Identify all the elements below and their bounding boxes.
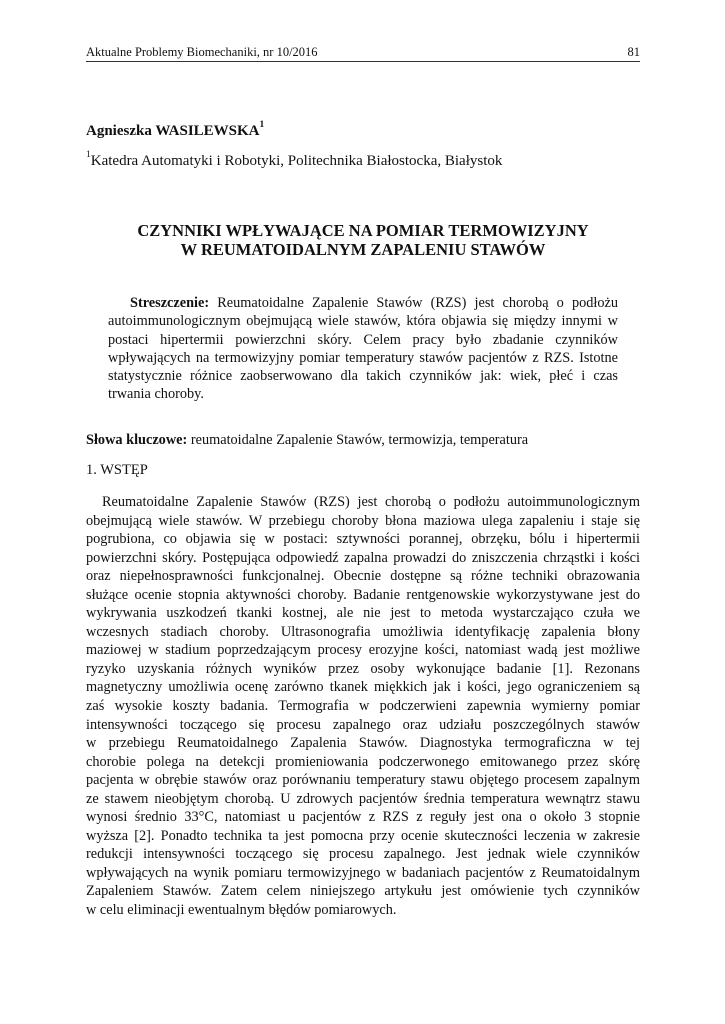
affiliation bbox=[86, 152, 502, 170]
body-line: oraz niepełnosprawności funkcjonalnej. Obecnie dostępne są różne techniki obrazowania bbox=[86, 568, 640, 585]
body-line: redukcji intensywności toczącego się procesu zapalnego. Jest jednak wiele czynników bbox=[86, 846, 640, 863]
header-rule bbox=[86, 61, 640, 62]
author-affiliation-mark: 1 bbox=[259, 120, 265, 130]
author bbox=[86, 122, 264, 140]
body-line: pacjenta w obrębie stawów oraz porównaniu temperatury stawu objętego procesem zapalnym bbox=[86, 772, 640, 789]
affiliation-text: Katedra Automatyki i Robotyki, Politechnika Białostocka, Białystok bbox=[90, 153, 503, 169]
body-line: wynosi średnio 33°C, natomiast u pacjentów z RZS z reguły jest ona o około 3 stopnie bbox=[86, 809, 640, 826]
body-line: w celu eliminacji ewentualnym błędów pomiarowych. bbox=[86, 902, 397, 919]
body-line: wykrywania uszkodzeń tkanki kostnej, ale nie jest to metoda wystarczająco czuła we bbox=[86, 605, 640, 622]
body-line: wpływających na wynik pomiaru termowizyjnego w badaniach pacjentów z Reumatoidalnym bbox=[86, 864, 640, 881]
body-line: intensywności toczącego się procesu zapalnego oraz udziału poszczególnych stawów bbox=[86, 716, 640, 733]
body-line: powierzchni skóry. Postępująca odpowiedź zapalna prowadzi do zniszczenia chrząstki i kości bbox=[86, 549, 640, 566]
abstract-text: Reumatoidalne Zapalenie Stawów (RZS) jest chorobą o podłożu autoimmunologicznym obejmującą wiele stawów, która objawia się między innymi w postaci hipertermii powierzchni skóry. Celem pracy było zbadanie czynników wpływających na termowizyjny pomiar temperatury stawów pacjentów z RZS. Istotne statystycznie różnice zaobserwowano dla takich czynników jak: wiek, płeć i czas trwania choroby. bbox=[108, 295, 619, 403]
keywords-text: reumatoidalne Zapalenie Stawów, termowizja, temperatura bbox=[190, 432, 529, 448]
abstract-label: Streszczenie: bbox=[130, 295, 210, 311]
body-line: wyższa [2]. Ponadto technika ta jest pomocna przy ocenie skuteczności leczenia w zakresie bbox=[86, 827, 640, 844]
body-line: zaś wysokie koszty badania. Termografia w podczerwieni zapewnia wymierny pomiar bbox=[86, 698, 640, 715]
body-line: obejmującą wiele stawów. W przebiegu choroby błona maziowa ulega zapaleniu i staje się bbox=[86, 512, 640, 529]
body-line: ryzyko uzyskania różnych wyników przez osoby wykonujące badanie [1]. Rezonans bbox=[86, 660, 640, 677]
page-number: 81 bbox=[627, 45, 640, 59]
running-header bbox=[86, 44, 640, 60]
keywords bbox=[86, 431, 640, 449]
body-line: wczesnych stadiach choroby. Ultrasonografia umożliwia identyfikację zapalenia błony bbox=[86, 623, 640, 640]
section-heading-introduction: 1. WSTĘP bbox=[86, 462, 148, 478]
paper-title-line-2: W REUMATOIDALNYM ZAPALENIU STAWÓW bbox=[180, 240, 546, 259]
affiliation-mark: 1 bbox=[86, 150, 91, 160]
body-line: maziowej w stadium poprzedzającym procesy erozyjne kości, natomiast wadą jest możliwe bbox=[86, 642, 640, 659]
body-line: Zapaleniem Stawów. Zatem celem niniejszego artykułu jest omówienie tych czynników bbox=[86, 883, 640, 900]
body-line: magnetyczny umożliwia ocenę zarówno tkanek miękkich jak i kości, jego ograniczeniem są bbox=[86, 679, 640, 696]
body-line: służące ocenie stopnia aktywności choroby. Badanie rentgenowskie wykorzystywane jest do bbox=[86, 586, 640, 603]
body-line: Reumatoidalne Zapalenie Stawów (RZS) jest chorobą o podłożu autoimmunologicznym bbox=[102, 494, 640, 510]
abstract-indent bbox=[108, 295, 130, 311]
abstract bbox=[108, 294, 618, 404]
body-line: w przebiegu Reumatoidalnego Zapalenia Stawów. Diagnostyka termograficzna w tej bbox=[86, 735, 640, 752]
introduction-paragraph bbox=[86, 493, 640, 920]
author-name: Agnieszka WASILEWSKA bbox=[86, 123, 260, 139]
body-line: chorobie polega na detekcji promieniowania podczerwonego emitowanego przez skórę bbox=[86, 753, 640, 770]
paper-title bbox=[86, 221, 640, 259]
body-line: ze stawem nieobjętym chorobą. U zdrowych pacjentów średnia temperatura wewnątrz stawu bbox=[86, 790, 640, 807]
body-line: pogrubiona, co objawia się w postaci: sztywności porannej, obrzęku, bólu i hipertermii bbox=[86, 531, 640, 548]
keywords-label: Słowa kluczowe: bbox=[86, 432, 188, 448]
journal-name: Aktualne Problemy Biomechaniki, nr 10/2016 bbox=[86, 45, 318, 59]
paper-title-line-1: CZYNNIKI WPŁYWAJĄCE NA POMIAR TERMOWIZYJNY bbox=[137, 221, 589, 240]
